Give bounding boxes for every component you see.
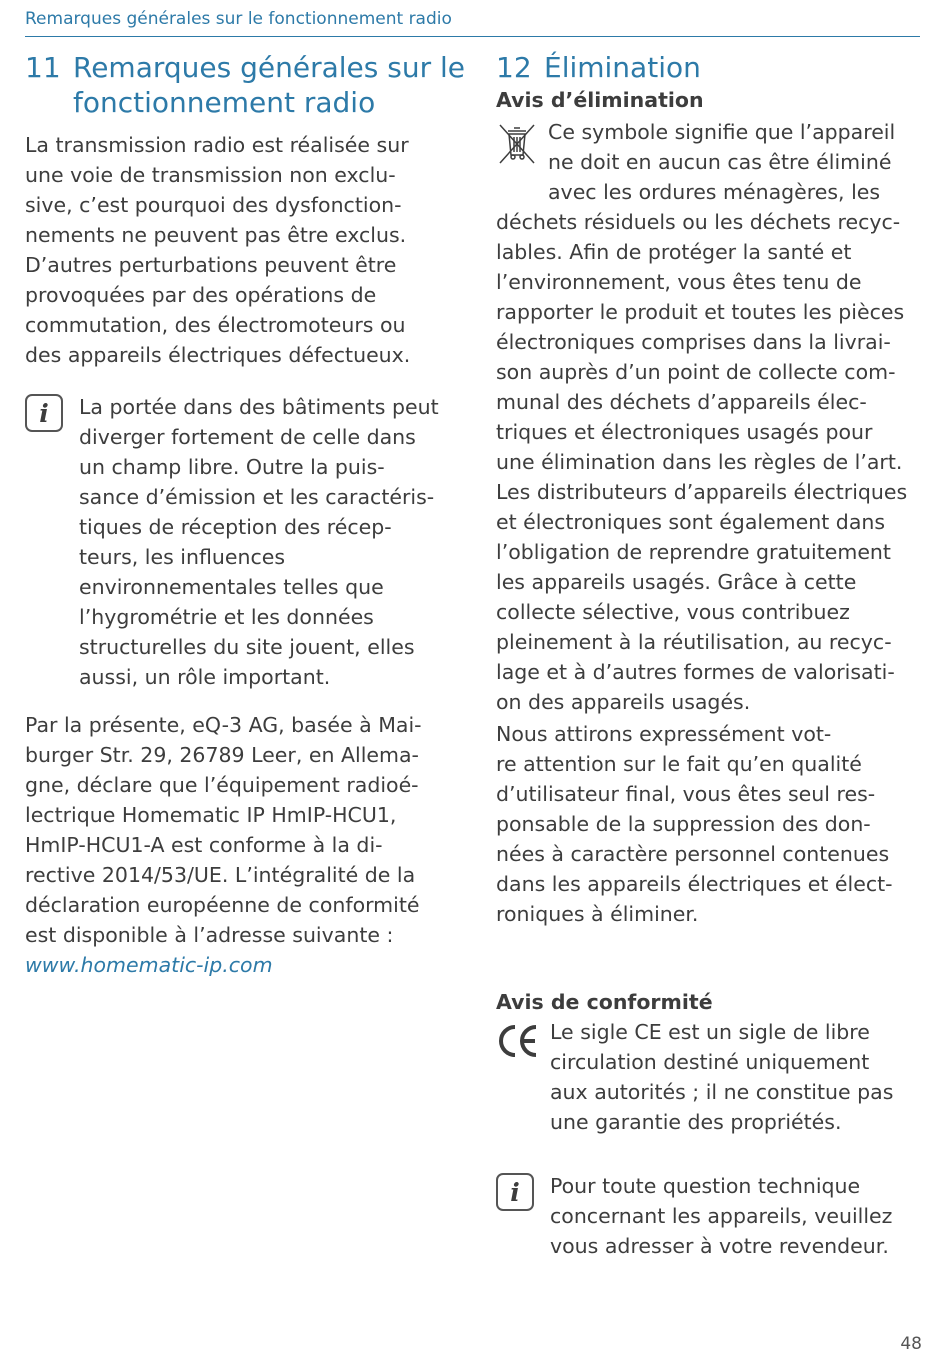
disposal-paragraph: déchets résiduels ou les déchets recyc- lables. Afin de protéger la santé et l’environnement, vous êtes tenu de rapporter le produit et toutes les pièces électroniques comprises dans la livrai- son auprès d’un point de collecte com- munal des déchets d’appareils élec- triques et électroniques usagés pour une élimination dans les règles de l’art. Les distributeurs d’appareils électriques et électroniques sont également dans l’obligation de reprendre gratuitement les appareils usagés. Grâce à cette collecte sélective, vous contribuez pleinement à la réutilisation, au recyc- lage et à d’autres formes de valorisati- on des appareils usagés. [496, 210, 908, 714]
header-rule [25, 36, 920, 37]
declaration-paragraph: Par la présente, eQ-3 AG, basée à Mai- burger Str. 29, 26789 Leer, en Allema- gne, déclare que l’équipement radioé- lectrique Homematic IP HmIP-HCU1, HmIP-HCU1-A est conforme à la di- rective 2014/53/UE. L’intégralité de la déclaration européenne de conformité est disponible à l’adresse suivante : www.homematic-ip.com [25, 713, 422, 977]
right-column [496, 50, 926, 1261]
section-number: 11 [25, 51, 61, 84]
info-icon: i [25, 394, 63, 432]
section-number: 12 [496, 51, 532, 84]
homematic-link[interactable]: www.homematic-ip.com [25, 953, 273, 977]
support-note [496, 1171, 926, 1261]
disposal-lead-text: Ce symbole signifie que l’appareil ne doit en aucun cas être éliminé avec les ordures ménagères, les [548, 120, 896, 204]
disposal-lead [496, 117, 926, 207]
ce-text: Le sigle CE est un sigle de libre circulation destiné uniquement aux autorités ; il ne constitue pas une garantie des propriétés. [550, 1020, 894, 1134]
left-column [25, 50, 465, 980]
section-title: Remarques générales sur le fonctionnement radio [73, 51, 465, 119]
conformity-heading: Avis de conformité [496, 990, 713, 1014]
privacy-paragraph: Nous attirons expressément vot- re attention sur le fait qu’en qualité d’utilisateur final, vous êtes seul res- ponsable de la suppression des don- nées à caractère personnel contenues dans les appareils électriques et élect- roniques à éliminer. [496, 722, 893, 926]
section-11-heading [25, 50, 465, 120]
page-number: 48 [900, 1334, 922, 1354]
section-title: Élimination [544, 51, 701, 84]
running-title: Remarques générales sur le fonctionnement radio [25, 9, 452, 29]
ce-mark-icon [496, 1021, 540, 1061]
disposal-heading: Avis d’élimination [496, 88, 704, 112]
info-icon: i [496, 1173, 534, 1211]
crossed-bin-icon [496, 121, 538, 167]
range-note-text: La portée dans des bâtiments peut diverger fortement de celle dans un champ libre. Outre la puis- sance d’émission et les caractéris- tiques de réception des récep- teurs, les influences environnementales telles que l’hygrométrie et les données structurelles du site jouent, elles aussi, un rôle important. [79, 395, 439, 689]
ce-note [496, 1017, 926, 1137]
support-note-text: Pour toute question technique concernant les appareils, veuillez vous adresser à votre revendeur. [550, 1174, 893, 1258]
section-12-heading [496, 50, 926, 85]
radio-paragraph: La transmission radio est réalisée sur une voie de transmission non exclu- sive, c’est pourquoi des dysfonction- nements ne peuvent pas être exclus. D’autres perturbations peuvent être provoquées par des opérations de commutation, des électromoteurs ou des appareils électriques défectueux. [25, 133, 411, 367]
range-note [25, 392, 465, 692]
